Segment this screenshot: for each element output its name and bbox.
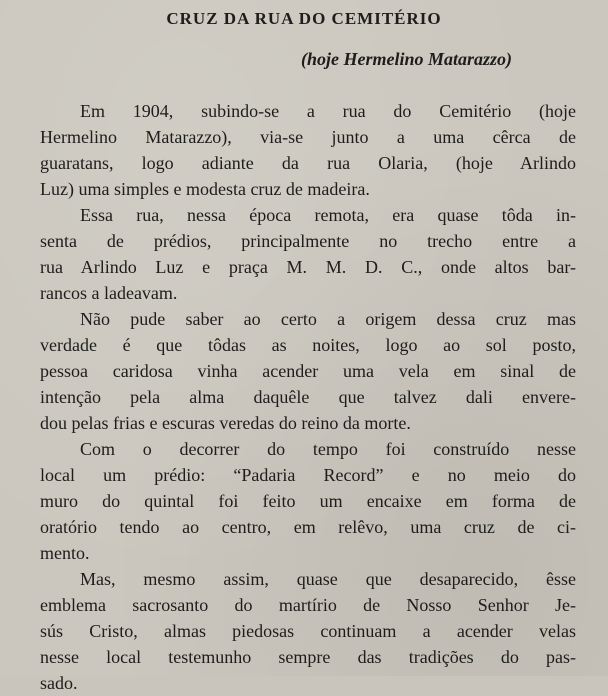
text-line: guaratans, logo adiante da rua Olaria, (hoje Arlindo xyxy=(40,153,576,173)
text-line: emblema sacrosanto do martírio de Nosso Senhor Je- xyxy=(40,595,576,615)
text-line: local um prédio: “Padaria Record” e no meio do xyxy=(40,465,576,485)
text-line: rua Arlindo Luz e praça M. M. D. C., onde altos bar- xyxy=(40,257,576,277)
article-title: CRUZ DA RUA DO CEMITÉRIO xyxy=(166,9,442,28)
text-line: Não pude saber ao certo a origem dessa cruz mas xyxy=(80,309,576,329)
text-line: verdade é que tôdas as noites, logo ao sol posto, xyxy=(40,335,576,355)
text-line: nesse local testemunho sempre das tradições do pas- xyxy=(40,647,576,667)
text-line: dou pelas frias e escuras veredas do reino da morte. xyxy=(40,413,411,433)
text-line: mento. xyxy=(40,543,90,563)
text-line: Essa rua, nessa época remota, era quase tôda in- xyxy=(80,205,576,225)
text-line: intenção pela alma daquêle que talvez dali envere- xyxy=(40,387,576,407)
text-line: sús Cristo, almas piedosas continuam a acender velas xyxy=(40,621,576,641)
text-line: Em 1904, subindo-se a rua do Cemitério (hoje xyxy=(80,101,576,121)
text-line: oratório tendo ao centro, em relêvo, uma cruz de ci- xyxy=(40,517,576,537)
text-line: rancos a ladeavam. xyxy=(40,283,178,303)
text-line: sado. xyxy=(40,673,78,693)
text-line: senta de prédios, principalmente no trecho entre a xyxy=(40,231,576,251)
article-subtitle: (hoje Hermelino Matarazzo) xyxy=(300,49,512,69)
text-line: Com o decorrer do tempo foi construído nesse xyxy=(80,439,576,459)
text-line: Luz) uma simples e modesta cruz de madeira. xyxy=(40,179,370,199)
text-line: pessoa caridosa vinha acender uma vela em sinal de xyxy=(40,361,576,381)
article-body xyxy=(40,98,576,696)
text-line: Hermelino Matarazzo), via-se junto a uma cêrca de xyxy=(40,127,576,147)
text-line: muro do quintal foi feito um encaixe em forma de xyxy=(40,491,576,511)
text-line: Mas, mesmo assim, quase que desaparecido, êsse xyxy=(80,569,576,589)
